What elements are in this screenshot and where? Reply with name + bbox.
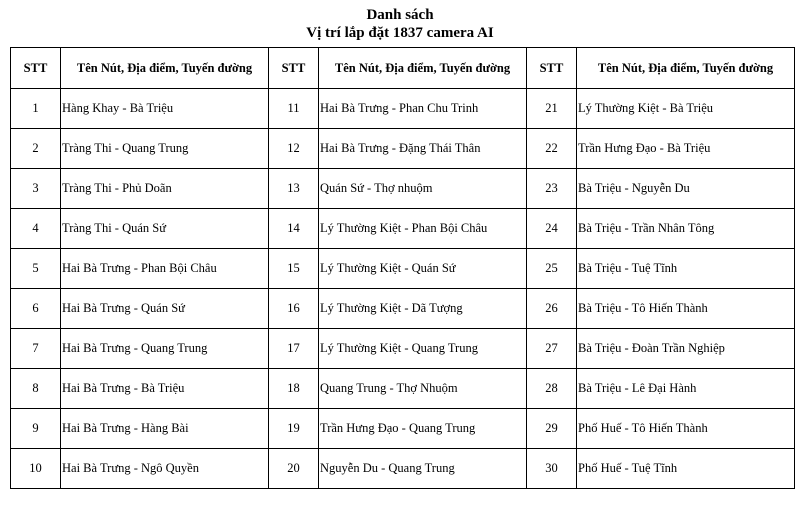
location-name-cell: Trần Hưng Đạo - Quang Trung bbox=[319, 409, 527, 449]
table-row bbox=[11, 329, 795, 369]
row-number-cell: 17 bbox=[269, 329, 319, 369]
location-name-cell: Quang Trung - Thợ Nhuộm bbox=[319, 369, 527, 409]
location-name-cell: Bà Triệu - Tuệ Tĩnh bbox=[577, 249, 795, 289]
location-name-cell: Hai Bà Trưng - Quang Trung bbox=[61, 329, 269, 369]
row-number-cell: 9 bbox=[11, 409, 61, 449]
row-number-cell: 24 bbox=[527, 209, 577, 249]
location-name-cell: Hai Bà Trưng - Hàng Bài bbox=[61, 409, 269, 449]
location-name-cell: Bà Triệu - Nguyễn Du bbox=[577, 169, 795, 209]
location-name-cell: Lý Thường Kiệt - Quang Trung bbox=[319, 329, 527, 369]
location-name-cell: Hai Bà Trưng - Đặng Thái Thân bbox=[319, 129, 527, 169]
row-number-cell: 30 bbox=[527, 449, 577, 489]
location-name-cell: Quán Sứ - Thợ nhuộm bbox=[319, 169, 527, 209]
document-title bbox=[0, 6, 800, 42]
location-name-cell: Bà Triệu - Trần Nhân Tông bbox=[577, 209, 795, 249]
location-name-cell: Tràng Thi - Quán Sứ bbox=[61, 209, 269, 249]
title-line-1: Danh sách bbox=[366, 7, 434, 23]
row-number-cell: 10 bbox=[11, 449, 61, 489]
row-number-cell: 15 bbox=[269, 249, 319, 289]
location-name-cell: Hai Bà Trưng - Ngô Quyền bbox=[61, 449, 269, 489]
row-number-cell: 26 bbox=[527, 289, 577, 329]
row-number-cell: 11 bbox=[269, 89, 319, 129]
row-number-cell: 22 bbox=[527, 129, 577, 169]
row-number-cell: 21 bbox=[527, 89, 577, 129]
row-number-cell: 18 bbox=[269, 369, 319, 409]
location-name-cell: Trần Hưng Đạo - Bà Triệu bbox=[577, 129, 795, 169]
table-body bbox=[11, 89, 795, 489]
location-name-cell: Nguyễn Du - Quang Trung bbox=[319, 449, 527, 489]
table-row bbox=[11, 289, 795, 329]
row-number-cell: 3 bbox=[11, 169, 61, 209]
row-number-cell: 29 bbox=[527, 409, 577, 449]
row-number-cell: 16 bbox=[269, 289, 319, 329]
header-name: Tên Nút, Địa điểm, Tuyến đường bbox=[61, 48, 269, 89]
row-number-cell: 4 bbox=[11, 209, 61, 249]
header-stt: STT bbox=[527, 48, 577, 89]
table-row bbox=[11, 249, 795, 289]
camera-location-table bbox=[10, 47, 795, 489]
table-row bbox=[11, 89, 795, 129]
location-name-cell: Lý Thường Kiệt - Bà Triệu bbox=[577, 89, 795, 129]
row-number-cell: 28 bbox=[527, 369, 577, 409]
location-name-cell: Hai Bà Trưng - Quán Sứ bbox=[61, 289, 269, 329]
row-number-cell: 19 bbox=[269, 409, 319, 449]
header-name: Tên Nút, Địa điểm, Tuyến đường bbox=[319, 48, 527, 89]
location-name-cell: Hai Bà Trưng - Phan Chu Trinh bbox=[319, 89, 527, 129]
table-row bbox=[11, 369, 795, 409]
location-name-cell: Lý Thường Kiệt - Dã Tượng bbox=[319, 289, 527, 329]
row-number-cell: 2 bbox=[11, 129, 61, 169]
location-name-cell: Tràng Thi - Phủ Doãn bbox=[61, 169, 269, 209]
title-line-2: Vị trí lắp đặt 1837 camera AI bbox=[306, 25, 494, 41]
location-name-cell: Tràng Thi - Quang Trung bbox=[61, 129, 269, 169]
row-number-cell: 6 bbox=[11, 289, 61, 329]
table-row bbox=[11, 169, 795, 209]
table-row bbox=[11, 209, 795, 249]
header-stt: STT bbox=[11, 48, 61, 89]
row-number-cell: 5 bbox=[11, 249, 61, 289]
location-name-cell: Hai Bà Trưng - Phan Bội Châu bbox=[61, 249, 269, 289]
location-name-cell: Bà Triệu - Đoàn Trần Nghiệp bbox=[577, 329, 795, 369]
row-number-cell: 25 bbox=[527, 249, 577, 289]
location-name-cell: Phố Huế - Tô Hiến Thành bbox=[577, 409, 795, 449]
location-name-cell: Bà Triệu - Tô Hiến Thành bbox=[577, 289, 795, 329]
row-number-cell: 23 bbox=[527, 169, 577, 209]
row-number-cell: 20 bbox=[269, 449, 319, 489]
header-name: Tên Nút, Địa điểm, Tuyến đường bbox=[577, 48, 795, 89]
location-name-cell: Phố Huế - Tuệ Tĩnh bbox=[577, 449, 795, 489]
row-number-cell: 13 bbox=[269, 169, 319, 209]
table-row bbox=[11, 129, 795, 169]
location-name-cell: Lý Thường Kiệt - Phan Bội Châu bbox=[319, 209, 527, 249]
location-name-cell: Bà Triệu - Lê Đại Hành bbox=[577, 369, 795, 409]
header-stt: STT bbox=[269, 48, 319, 89]
location-name-cell: Lý Thường Kiệt - Quán Sứ bbox=[319, 249, 527, 289]
row-number-cell: 7 bbox=[11, 329, 61, 369]
row-number-cell: 14 bbox=[269, 209, 319, 249]
row-number-cell: 27 bbox=[527, 329, 577, 369]
row-number-cell: 12 bbox=[269, 129, 319, 169]
location-name-cell: Hai Bà Trưng - Bà Triệu bbox=[61, 369, 269, 409]
location-name-cell: Hàng Khay - Bà Triệu bbox=[61, 89, 269, 129]
row-number-cell: 8 bbox=[11, 369, 61, 409]
table-row bbox=[11, 449, 795, 489]
row-number-cell: 1 bbox=[11, 89, 61, 129]
table-row bbox=[11, 409, 795, 449]
table-header-row bbox=[11, 48, 795, 89]
